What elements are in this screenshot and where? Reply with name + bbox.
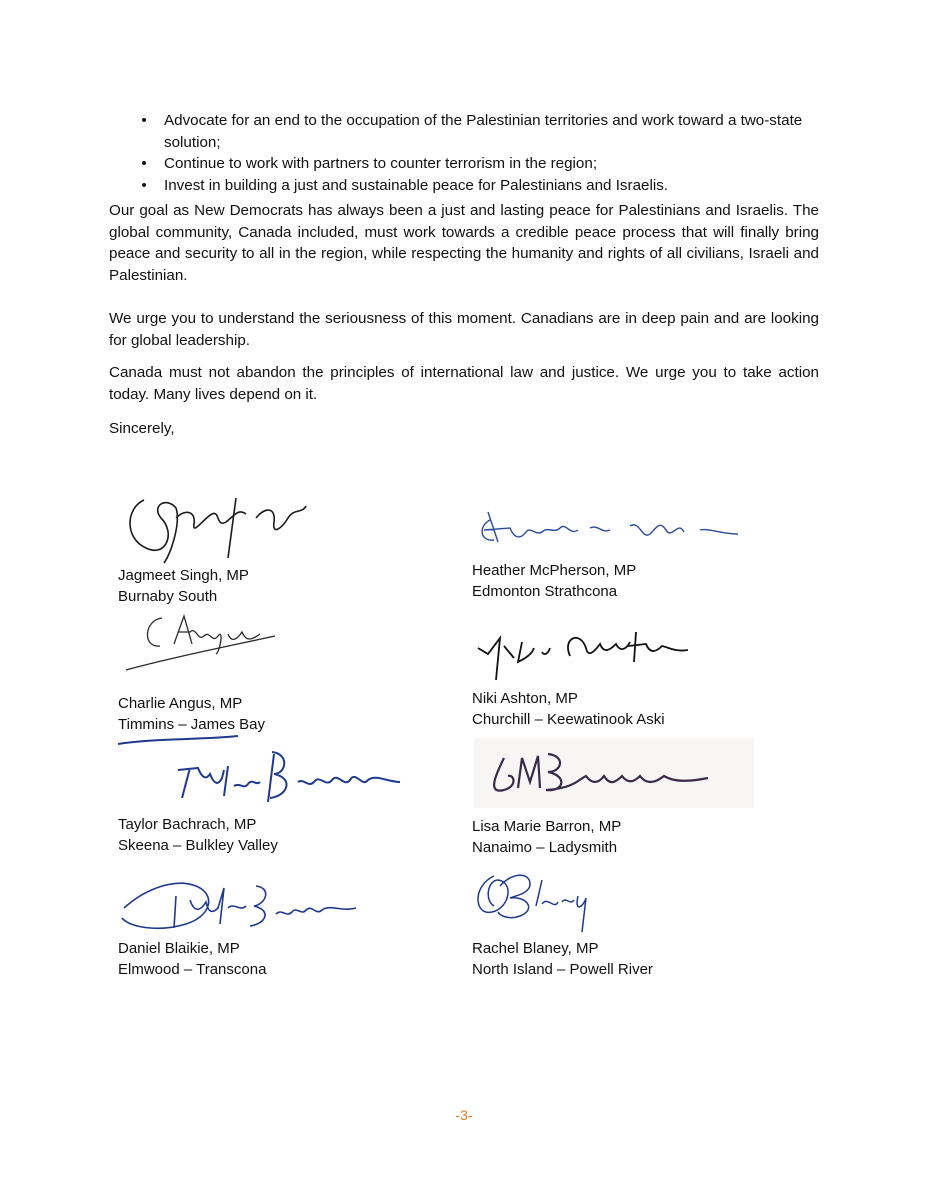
signature-angus	[120, 608, 280, 678]
paragraph-action: Canada must not abandon the principles of international law and justice. We urge you to take action today. Many lives depend on it.	[109, 364, 819, 403]
signature-blaney	[470, 866, 600, 936]
bullet-item: • Invest in building a just and sustainable peace for Palestinians and Israelis.	[138, 175, 820, 197]
signature-ashton	[470, 618, 730, 688]
signatory-blaney: Rachel Blaney, MP North Island – Powell River	[472, 940, 653, 978]
bullet-icon: •	[141, 176, 147, 194]
bullet-icon: •	[141, 112, 147, 129]
bullet-icon: •	[141, 155, 147, 172]
signature-bachrach	[118, 734, 418, 814]
signatory-blaikie: Daniel Blaikie, MP Elmwood – Transcona	[118, 940, 267, 978]
signatory-barron: Lisa Marie Barron, MP Nanaimo – Ladysmith	[472, 818, 622, 856]
signatory-bachrach: Taylor Bachrach, MP Skeena – Bulkley Valley	[118, 816, 278, 854]
signatory-mcpherson: Heather McPherson, MP Edmonton Strathcona	[472, 562, 637, 600]
signature-barron	[474, 738, 754, 808]
paragraph-goal: Our goal as New Democrats has always been a just and lasting peace for Palestinians and Israelis. The global community, Canada included, must work towards a credible peace process that will finally bring peace and security to all in the region, while respecting the humanity and rights of all civilians, Israeli and Palestinian.	[109, 202, 819, 284]
signatory-singh: Jagmeet Singh, MP Burnaby South	[118, 567, 249, 605]
bullet-item: • Advocate for an end to the occupation of the Palestinian territories and work toward a two-state solution;	[138, 110, 820, 153]
signature-mcpherson	[470, 490, 745, 560]
closing-salutation: Sincerely,	[109, 420, 175, 437]
signature-blaikie	[116, 868, 366, 938]
bullet-item: • Continue to work with partners to counter terrorism in the region;	[138, 153, 820, 175]
page-number: -3-	[455, 1107, 473, 1123]
signatory-angus: Charlie Angus, MP Timmins – James Bay	[118, 695, 265, 733]
signature-singh	[116, 478, 316, 570]
signatory-ashton: Niki Ashton, MP Churchill – Keewatinook Aski	[472, 690, 665, 728]
paragraph-urge: We urge you to understand the seriousness of this moment. Canadians are in deep pain and are looking for global leadership.	[109, 310, 819, 349]
bullet-list	[138, 110, 820, 196]
